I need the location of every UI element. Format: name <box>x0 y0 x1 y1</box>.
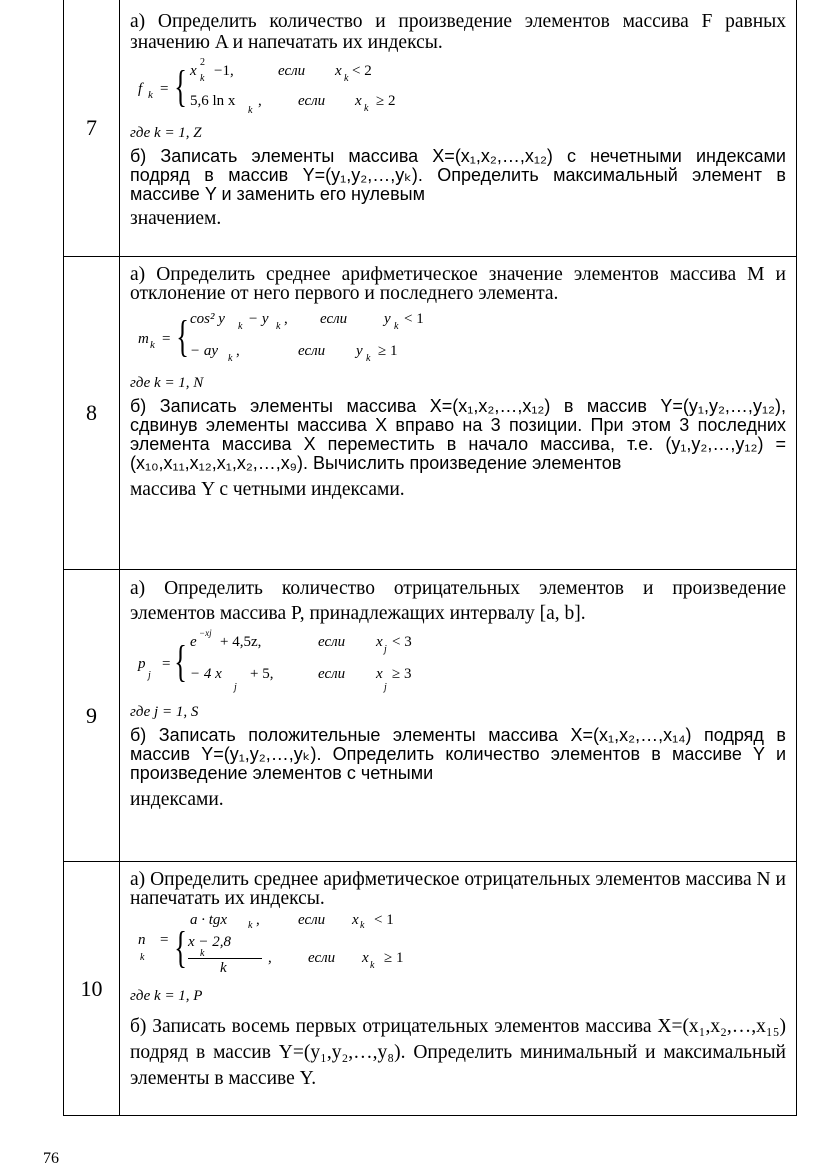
formula-case1-expr: cos² y <box>190 311 225 327</box>
formula-case1-expr: e <box>190 634 197 650</box>
formula-case2-tail: , <box>258 93 262 109</box>
formula-where: где j = 1, S <box>130 704 199 720</box>
formula-case1-cond-sub: k <box>360 920 365 931</box>
task-part-b-end: индексами. <box>130 789 224 810</box>
formula-case1-cond-tail: < 2 <box>352 63 372 79</box>
task-body <box>120 0 797 257</box>
formula-lhs-sub: k <box>148 89 153 101</box>
formula-equals: = <box>160 81 169 97</box>
formula-where: где k = 1, N <box>130 375 204 391</box>
task-number: 7 <box>64 0 120 257</box>
formula-case1-cond-sub: j <box>384 644 387 655</box>
formula-case2-tail: + 5, <box>250 666 274 682</box>
formula-case2-cond-var: x <box>355 93 362 109</box>
task-formula <box>130 630 786 702</box>
task-number: 9 <box>64 570 120 862</box>
formula-lhs: p <box>138 656 146 672</box>
formula-case2-cond-word: если <box>308 950 336 966</box>
formula-case1-cond-sub: k <box>344 73 349 84</box>
formula-case2-cond-sub: k <box>364 103 369 114</box>
formula-case2-cond-var: x <box>362 950 369 966</box>
formula-case2-expr: 5,6 ln x <box>190 93 236 109</box>
task-part-b: б) Записать элементы массива X=(x₁,x₂,…,x₁₂) в массив Y=(y₁,y₂,…,y₁₂), сдвинув элементы массива X вправо на 3 позиции. При этом 3 последних элемента массива X переместить в начало массива, т.е. (y₁,y₂,…,y₁₂) = (x₁₀,x₁₁,x₁₂,x₁,x₂,…,x₉). Вычислить произведение элементов <box>130 396 786 473</box>
formula-where: где k = 1, Z <box>130 125 202 141</box>
formula-case1-cond-word: если <box>298 912 326 928</box>
formula-lhs: m <box>138 331 149 347</box>
task-number: 8 <box>64 257 120 570</box>
table-row <box>64 0 797 257</box>
formula-case2-sub: k <box>248 105 253 116</box>
task-part-a: а) Определить количество отрицательных элементов и произведение элементов массива P, принадлежащих интервалу [a, b]. <box>130 578 786 624</box>
formula-lhs: n <box>138 932 146 948</box>
formula-brace: { <box>174 923 187 972</box>
formula-case1-sub: k <box>248 920 253 931</box>
formula-case2-den: k <box>220 960 227 976</box>
formula-case1-cond-var: x <box>376 634 383 650</box>
formula-case1-cond-var: x <box>335 63 342 79</box>
task-part-b: б) Записать элементы массива X=(x₁,x₂,…,x₁₂) с нечетными индексами подряд в массив Y=(y₁,y₂,…,yₖ). Определить максимальный элемент в массиве Y и заменить его нулевым <box>130 146 786 204</box>
formula-case2-cond-sub: j <box>384 682 387 693</box>
formula-case2-num-sub: k <box>200 948 205 959</box>
formula-case1-tail: + 4,5z, <box>220 634 262 650</box>
table-row <box>64 862 797 1116</box>
tasks-table <box>63 0 797 1116</box>
formula-case2-sub: j <box>234 682 237 693</box>
table-row <box>64 257 797 570</box>
formula-case1-sup: 2 <box>200 57 205 68</box>
formula-case2-cond-tail: ≥ 3 <box>392 666 412 682</box>
formula-case2-cond-word: если <box>298 343 326 359</box>
task-part-a: а) Определить среднее арифметическое отрицательных элементов массива N и напечатать их индексы. <box>130 869 786 909</box>
formula-case1-cond-var: y <box>384 311 391 327</box>
task-part-b-end: значением. <box>130 208 222 229</box>
formula-lhs-sub: j <box>148 670 151 681</box>
formula-case2-tail: , <box>268 950 272 966</box>
formula-case1-expr: a · tgx <box>190 912 228 928</box>
formula-brace: { <box>174 62 187 111</box>
task-body <box>120 570 797 862</box>
formula-case2-expr: − 4 x <box>190 666 222 682</box>
formula-case1-tail: , <box>256 912 260 928</box>
task-formula <box>130 307 786 373</box>
formula-case2-cond-tail: ≥ 1 <box>378 343 398 359</box>
formula-case1-sup: −xj <box>199 628 212 638</box>
task-body <box>120 257 797 570</box>
fraction-bar <box>188 958 262 959</box>
formula-equals: = <box>162 331 171 347</box>
formula-case1-tail-sub: k <box>276 321 281 332</box>
formula-case2-expr: − ay <box>190 343 219 359</box>
formula-brace: { <box>176 312 189 361</box>
formula-case2-cond-var: y <box>356 343 363 359</box>
page-number: 76 <box>43 1150 59 1167</box>
formula-case1-expr: x <box>190 63 197 79</box>
formula-case2-cond-var: x <box>376 666 383 682</box>
formula-case2-cond-tail: ≥ 2 <box>376 93 396 109</box>
formula-lhs-sub: k <box>140 952 145 963</box>
formula-case1-cond-sub: k <box>394 321 399 332</box>
formula-case1-cond-tail: < 1 <box>404 311 424 327</box>
task-part-a: а) Определить количество и произведение элементов массива F равных значению A и напечатать их индексы. <box>130 11 786 53</box>
formula-case1-tail2: , <box>284 311 288 327</box>
task-part-b: б) Записать восемь первых отрицательных элементов массива X=(x₁,x₂,…,x₁₅) подряд в массив Y=(y₁,y₂,…,y₈). Определить минимальный и максимальный элементы в массиве Y. <box>130 1016 786 1089</box>
formula-case1-cond-var: x <box>352 912 359 928</box>
formula-case1-cond-word: если <box>318 634 346 650</box>
task-body <box>120 862 797 1116</box>
task-part-b-end: массива Y с четными индексами. <box>130 479 405 500</box>
formula-case1-cond-word: если <box>320 311 348 327</box>
task-formula <box>130 912 786 986</box>
formula-lhs: f <box>138 81 143 97</box>
formula-case2-cond-sub: k <box>370 960 375 971</box>
task-part-b: б) Записать положительные элементы массива X=(x₁,x₂,…,x₁₄) подряд в массив Y=(y₁,y₂,…,yₖ). Определить количество элементов в массиве Y и произведение элементов с четными <box>130 725 786 783</box>
formula-case1-sub: k <box>238 321 243 332</box>
formula-equals: = <box>160 932 169 948</box>
formula-case2-cond-tail: ≥ 1 <box>384 950 404 966</box>
table-row <box>64 570 797 862</box>
formula-case1-cond-word: если <box>278 63 306 79</box>
task-part-a: а) Определить среднее арифметическое значение элементов массива M и отклонение от него первого и последнего элемента. <box>130 264 786 304</box>
task-formula <box>130 57 786 123</box>
formula-case2-cond-word: если <box>318 666 346 682</box>
formula-case1-tail: − y <box>248 311 269 327</box>
task-number: 10 <box>64 862 120 1116</box>
formula-where: где k = 1, P <box>130 988 203 1004</box>
formula-case1-sub: k <box>200 73 205 84</box>
formula-brace: { <box>174 637 187 686</box>
formula-case2-num: x − 2,8 <box>188 934 232 950</box>
formula-case2-tail: , <box>236 343 240 359</box>
formula-case2-cond-word: если <box>298 93 326 109</box>
formula-case2-cond-sub: k <box>366 353 371 364</box>
formula-lhs-sub: k <box>150 339 155 351</box>
formula-case1-cond-tail: < 1 <box>374 912 394 928</box>
formula-case1-tail: −1, <box>214 63 234 79</box>
formula-case2-sub: k <box>228 353 233 364</box>
formula-equals: = <box>162 656 171 672</box>
formula-case1-cond-tail: < 3 <box>392 634 412 650</box>
